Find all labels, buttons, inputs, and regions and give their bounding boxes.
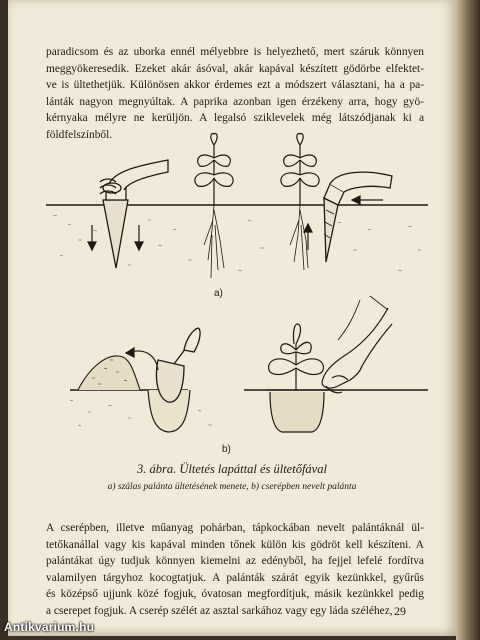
dibber-left-icon — [100, 160, 168, 268]
text-line: lánták nagyon megnyúltak. A paprika azonban igen érzékeny arra, hogy gyö- — [46, 95, 424, 108]
figure-label-b: b) — [222, 444, 231, 455]
seedling-right-icon — [281, 133, 319, 270]
text-line: valamilyen tárgyhoz kocogtatjuk. A palánták szárát egyik kezünkkel, gyűrűs — [46, 571, 424, 584]
text-line: tetőkanállal vagy kis kapával minden tőnek külön kis gödröt kell készíteni. A — [46, 538, 424, 551]
text-line: és középső ujjunk közé fogjuk, óvatosan megfordítjuk, másik kezünkkel pedig — [46, 588, 424, 601]
text-line: a cserepet fogjuk. A cserép szélét az asztal sarkához vagy egy láda széléhez, — [46, 604, 393, 617]
figure-b-soil — [70, 356, 428, 432]
text-line: meggyökeresedik. Ezeket akár ásóval, akár kapával készített gödörbe elfektet- — [46, 62, 424, 75]
text-line: paradicsom és az uborka ennél mélyebbre is helyezhető, mert száruk könnyen — [46, 46, 424, 58]
book-spine — [456, 0, 480, 640]
figure-caption-subtitle: a) szálas palánta ültetésének menete, b) cserépben nevelt palánta — [107, 482, 357, 492]
watermark-text: Antikvarium.hu — [4, 620, 95, 634]
text-line: ve is ültethetjük. Különösen akkor érdemes ezt a módszert választani, ha a pa- — [46, 79, 424, 92]
page-number: 29 — [394, 604, 406, 618]
figure-a-soil — [46, 205, 428, 271]
text-line: földfelszínből. — [46, 128, 113, 141]
hand-icon — [322, 296, 392, 393]
book-page — [8, 0, 456, 636]
planting-illustration — [8, 0, 456, 460]
dibber-right-icon — [324, 172, 392, 262]
text-line: kérnyaka mélyre ne kerüljön. A legalsó sziklevelek még látszódjanak ki a — [46, 112, 424, 125]
arrow-left-icon — [352, 196, 383, 204]
text-line: A cserépben, illetve műanyag pohárban, tápkockában nevelt palántáknál ül- — [46, 522, 424, 534]
trowel-icon — [156, 328, 200, 402]
figure-caption-title: 3. ábra. Ültetés lapáttal és ültetőfával — [137, 462, 327, 476]
potted-seedling-icon — [266, 324, 328, 432]
text-line: palántákat úgy tudjuk könnyen kiemelni az edényből, ha fejjel lefelé fordítva — [46, 555, 424, 568]
paragraph-bottom — [46, 520, 424, 620]
seedling-center-icon — [195, 133, 233, 278]
figure-label-a: a) — [214, 288, 223, 299]
